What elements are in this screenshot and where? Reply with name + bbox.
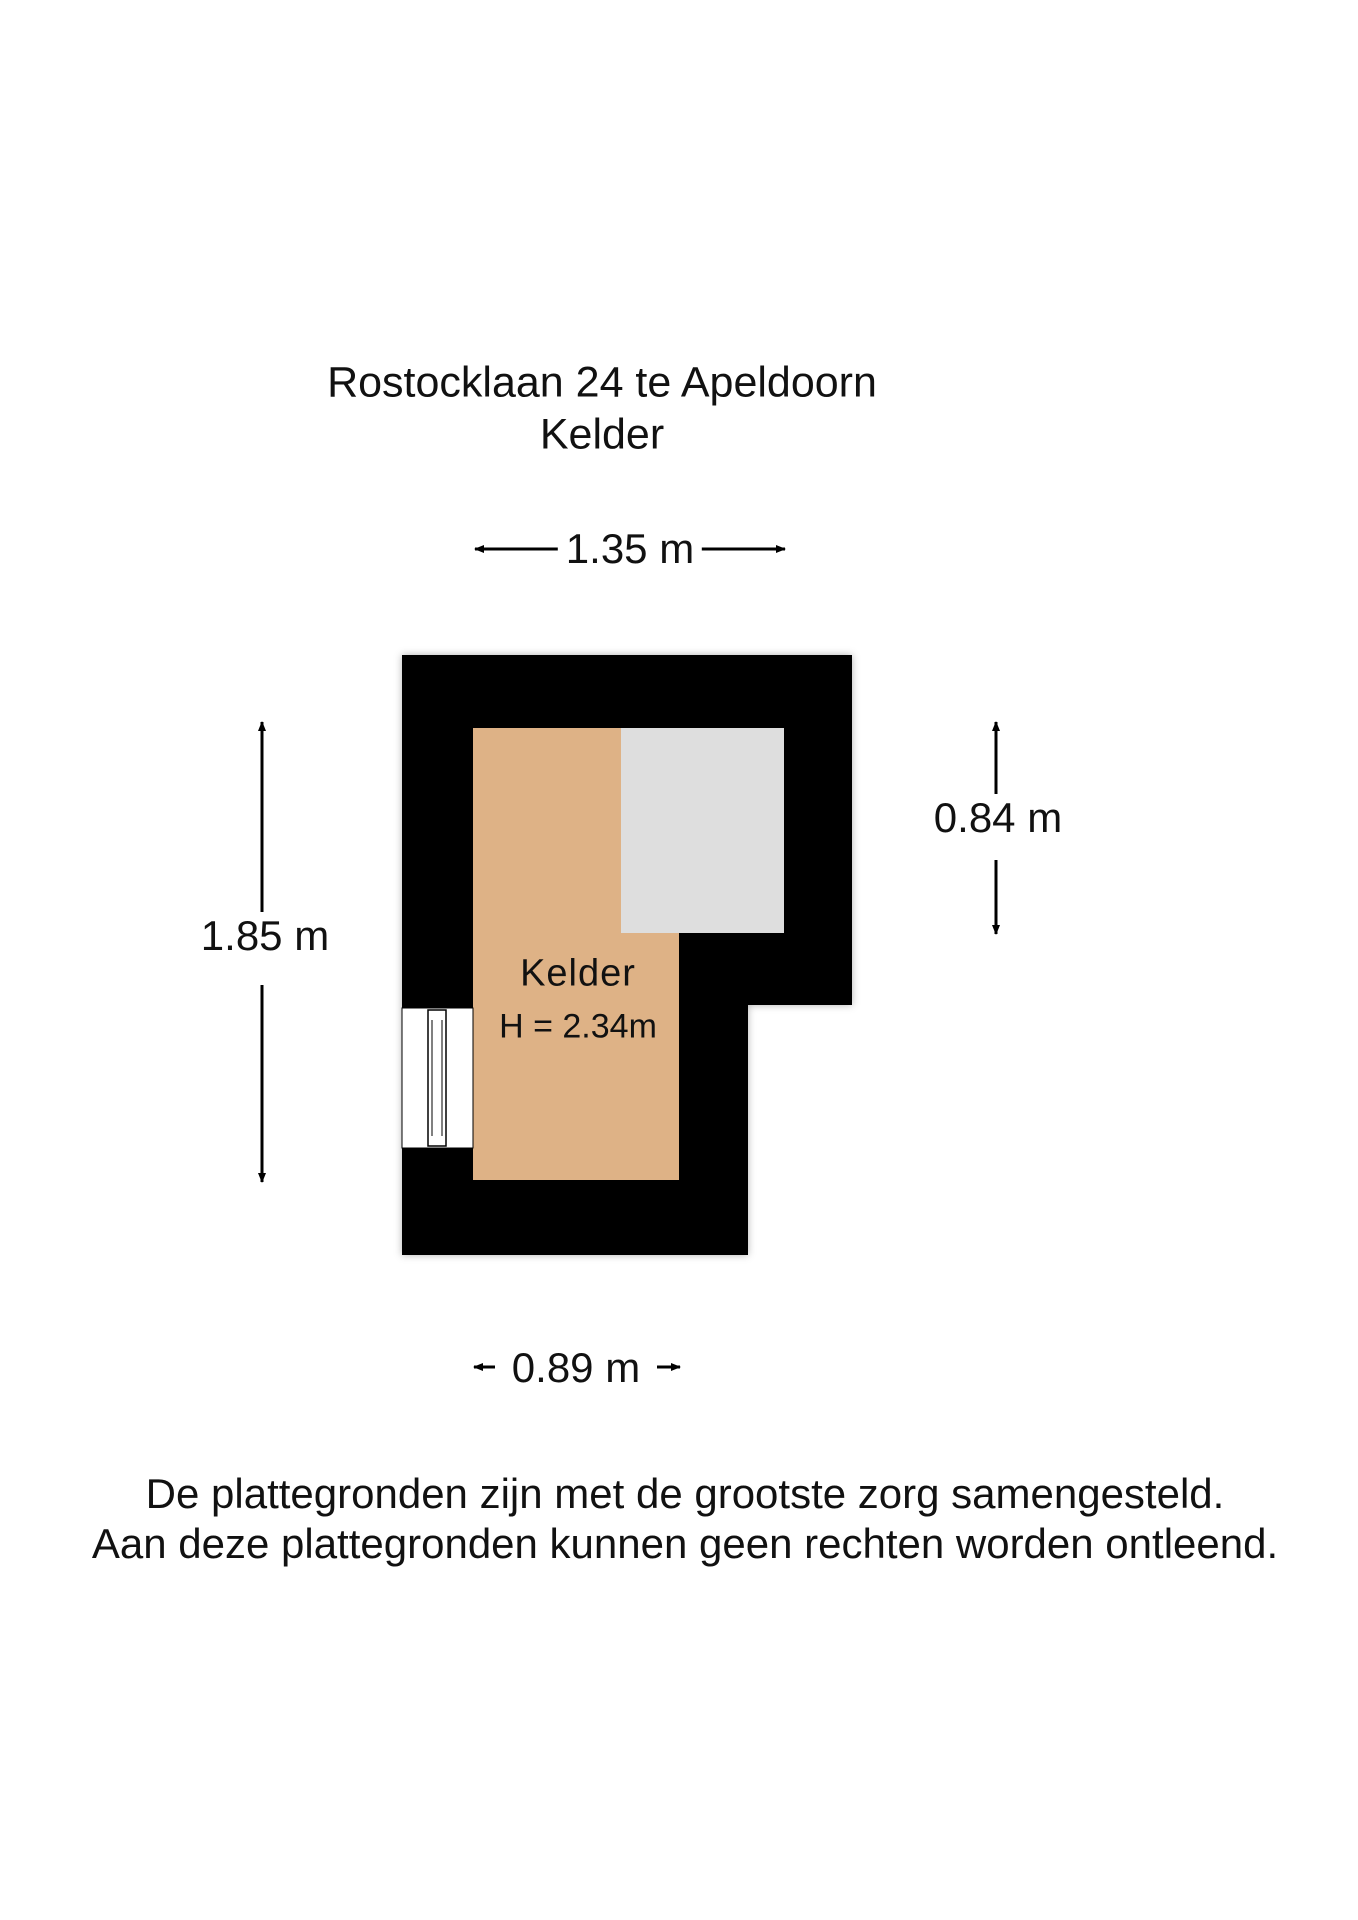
- stairs-area: [621, 728, 784, 933]
- address-title: Rostocklaan 24 te Apeldoorn: [327, 358, 877, 407]
- dim-left-height: 1.85 m: [193, 912, 337, 960]
- dim-bottom-width: 0.89 m: [508, 1344, 644, 1392]
- room-name: Kelder: [520, 952, 636, 995]
- disclaimer-line-1: De plattegronden zijn met de grootste zorg samengesteld.: [145, 1470, 1225, 1517]
- room-height: H = 2.34m: [499, 1007, 657, 1046]
- window: [402, 1008, 473, 1148]
- floor-title: Kelder: [539, 410, 665, 459]
- disclaimer-line-2: Aan deze plattegronden kunnen geen rechten worden ontleend.: [91, 1520, 1279, 1567]
- dim-right-height: 0.84 m: [926, 794, 1070, 842]
- dim-top-width: 1.35 m: [558, 525, 702, 573]
